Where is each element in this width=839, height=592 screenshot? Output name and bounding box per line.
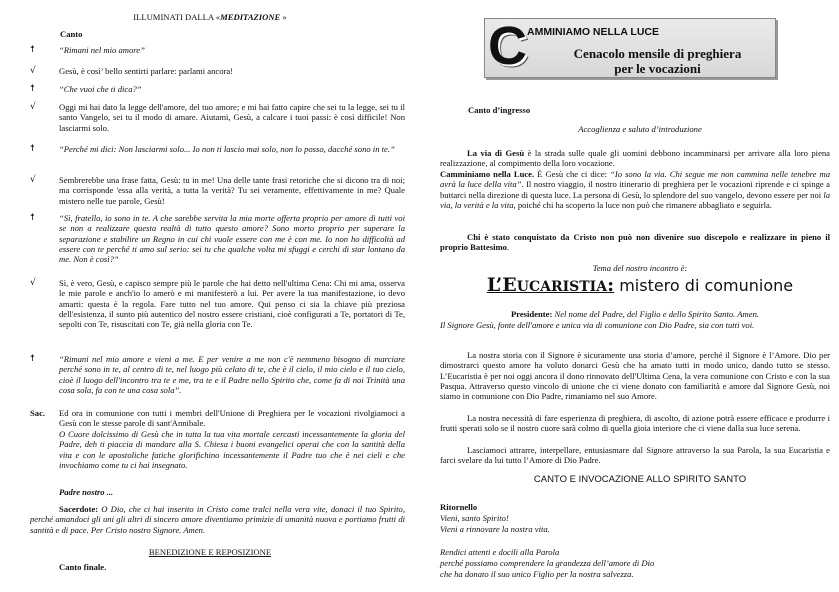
body-paragraph-1: La nostra storia con il Signore è sicuramente una storia d’amore, perché il Signore è l’Amore. Dio per dimostrarci questo amore ha voluto donarci Gesù che ha amato tutti in modo unico, dando tutto se stesso. L’Eucaristia è per noi oggi ancora il dono rinnovato dell'Ultima Cena, la vera comunione con Cristo e con la sua Pasqua. Attraverso questo vincolo di unione che ci viene donato con familiarità e amore dal Signore Gesù, noi siamo in comunione con Dio Padre, rimaniamo nel suo Amore. bbox=[440, 350, 830, 402]
dialog-line: Sì, è vero, Gesù, e capisco sempre più le parole che hai detto nell'ultima Cena: Chi mi ama, osserva le mie parole e anch'io lo amerò e mi manifesterò a lui. Per avere la tua manifestazione, io devo amarti: questa è la regola. Fare tutto nel tuo amore. Qui penso ci sia la chiave più preziosa dell'esistenza, il sunto più autentico del nostro essere cristiani, cioè configurati a Te, portatori di Te, sepolti con Te, risuscitati con Te, già nella gloria con Te. bbox=[59, 278, 405, 330]
dialog-line: “Che vuoi che ti dica?” bbox=[59, 84, 142, 94]
tema-label: Tema del nostro incontro è: bbox=[592, 263, 688, 273]
sac-prayer: O Cuore dolcissimo di Gesù che in tutta la tua vita mortale cercasti incessantemente la gloria del Padre, deh ti piaccia di mandare alla S. Chiesa i buoni evangelici operai che con la santità della vita e con le apostoliche fatiche glorifichino incessantemente il Padre tuo che è nei cieli e che invochiamo come tu ci hai insegnato. bbox=[59, 429, 405, 470]
check-symbol: √ bbox=[30, 278, 36, 288]
canto-invocazione-heading: CANTO E INVOCAZIONE ALLO SPIRITO SANTO bbox=[533, 474, 747, 485]
left-title: ILLUMINATI DALLA «MEDITAZIONE » bbox=[133, 12, 287, 22]
check-symbol: √ bbox=[30, 66, 36, 76]
sacerdote-prayer: Sacerdote: O Dio, che ci hai inserito in Cristo come tralci nella vera vite, donaci il tuo Spirito, perché amandoci gli uni gli altri di sincero amore diventiamo primizie di umanità nuova e portiamo frutti di santità e di pace. Per Cristo nostro Signore. Amen. bbox=[30, 504, 405, 535]
intro-paragraph-2: Camminiamo nella Luce. È Gesù che ci dice: “Io sono la via. Chi segue me non cammina nelle tenebre ma avrà la luce della vita”. Il nostro viaggio, il nostro itinerario di preghiera per le vocazioni riprende e ci spinge a buttarci nella direzione di questa luce. La persona di Gesù, lo splendore del suo vangelo, devono essere per noi la via, la verità e la vita, poiché chi ha scoperto la luce non può che rimanere abbagliato e seguirla. bbox=[440, 169, 830, 210]
strofa-line: perché possiamo comprendere la grandezza dell’amore di Dio bbox=[440, 558, 655, 568]
presidente-line: Presidente: Nel nome del Padre, del Figlio e dello Spirito Santo. Amen. bbox=[510, 309, 760, 319]
body-paragraph-2: La nostra necessità di fare esperienza di preghiera, di ascolto, di azione potrà essere efficace e produrre i frutti sperati solo se il nostro cuore sarà colmo di quella gioia interiore che ci viene dalla sua luce serena. bbox=[440, 413, 830, 434]
strofa-line: che ha donato il suo unico Figlio per la nostra salvezza. bbox=[440, 569, 634, 579]
presidente-greeting: Il Signore Gesù, fonte dell'amore e unica via di comunione con Dio Padre, sia con tutti voi. bbox=[440, 320, 755, 330]
ritornello-line: Vieni a rinnovare la nostra vita. bbox=[440, 524, 550, 534]
cross-symbol: ☨ bbox=[30, 213, 35, 223]
ritornello-line: Vieni, santo Spirito! bbox=[440, 513, 509, 523]
dialog-line: Oggi mi hai dato la legge dell'amore, del tuo amore; e mi hai fatto capire che sei tu la legge, sei tu il santo Vangelo, sei tu il modo di amare. Aiutami, Gesù, a calcare i tuoi passi: è così difficile! Non lasciarmi solo. bbox=[59, 102, 405, 133]
dialog-line: “Rimani nel mio amore” bbox=[59, 45, 145, 55]
dialog-line: “Perché mi dici: Non lasciarmi solo... Io non ti lascio mai solo, non lo posso, dacché sono in te.” bbox=[59, 144, 395, 154]
dialog-line: “Sì, fratello, io sono in te. A che sarebbe servita la mia morte offerta proprio per amore di tutti voi se non a realizzare questa realtà di tutto questo amore? Sono morto proprio per superare la separazione e stabilire un Regno in cui chi vuole essere con me è con me. Io non ho difficoltà ad essere con te perché ti amo sul serio: sei tu che qualche volta mi sfuggi e cerchi di star lontano da me. Non è così?” bbox=[59, 213, 405, 265]
eucaristia-title: L’EUCARISTIA: mistero di comunione bbox=[486, 274, 794, 296]
header-initial: C bbox=[488, 16, 527, 76]
right-page bbox=[420, 0, 839, 592]
canto-ingresso: Canto d’ingresso bbox=[468, 105, 531, 115]
cross-symbol: ☨ bbox=[30, 354, 35, 364]
ritornello-label: Ritornello bbox=[440, 502, 478, 512]
canto-finale: Canto finale. bbox=[59, 562, 107, 572]
cross-symbol: ☨ bbox=[30, 84, 35, 94]
intro-paragraph-1: La via di Gesù è la strada sulle quale gli uomini debbono incamminarsi per arrivare alla loro piena realizzazione, al compimento della loro vocazione. bbox=[440, 148, 830, 169]
header-subtitle: Cenacolo mensile di preghiera per le vocazioni bbox=[573, 46, 742, 76]
check-symbol: √ bbox=[30, 175, 36, 185]
sac-label: Sac. bbox=[30, 408, 46, 418]
strofa-line: Rendici attenti e docili alla Parola bbox=[440, 547, 560, 557]
dialog-line: Gesù, è così’ bello sentirti parlare: parlami ancora! bbox=[59, 66, 234, 76]
intro-paragraph-3: Chi è stato conquistato da Cristo non può non divenire suo discepolo e realizzare in pieno il proprio Battesimo. bbox=[440, 232, 830, 253]
body-paragraph-3: Lasciamoci attrarre, interpellare, entusiasmare dal Signore attraverso la sua Parola, la sua Eucaristia e farci svelare da lui tutto l’Amore di Dio Padre. bbox=[440, 445, 830, 466]
benedizione-heading: BENEDIZIONE E REPOSIZIONE bbox=[148, 547, 272, 557]
canto-label: Canto bbox=[60, 29, 83, 39]
dialog-line: “Rimani nel mio amore e vieni a me. E per venire a me non c'è nemmeno bisogno di marciare perché sono in te, al centro di te, nel luogo più celato di te, che è il cielo, il mio cielo e il tuo cielo, cioè il luogo dell'incontro tra te e me, tra te e il Padre nello Spirito che, come fa di noi Trinità una cosa sola, fa con te una cosa sola”. bbox=[59, 354, 405, 395]
check-symbol: √ bbox=[30, 102, 36, 112]
sac-text: Ed ora in comunione con tutti i membri dell'Unione di Preghiera per le vocazioni rivolgiamoci a Gesù con le stesse parole di sant'Annibale. bbox=[59, 408, 405, 429]
padre-nostro: Padre nostro ... bbox=[59, 487, 114, 497]
accoglienza: Accoglienza e saluto d’introduzione bbox=[578, 124, 702, 134]
cross-symbol: ☨ bbox=[30, 45, 35, 55]
header-title: AMMINIAMO NELLA LUCE bbox=[527, 26, 660, 38]
dialog-line: Sembrerebbe una frase fatta, Gesù: tu in me! Una delle tante frasi retoriche che si dicono tra di noi; ma corrisponde 'essa alla verità, a tutta la verità? Tu sei veramente, effettivamente in me? Quale mistero nelle tue parole, Gesù! bbox=[59, 175, 405, 206]
header-box bbox=[484, 18, 776, 78]
cross-symbol: ☨ bbox=[30, 144, 35, 154]
